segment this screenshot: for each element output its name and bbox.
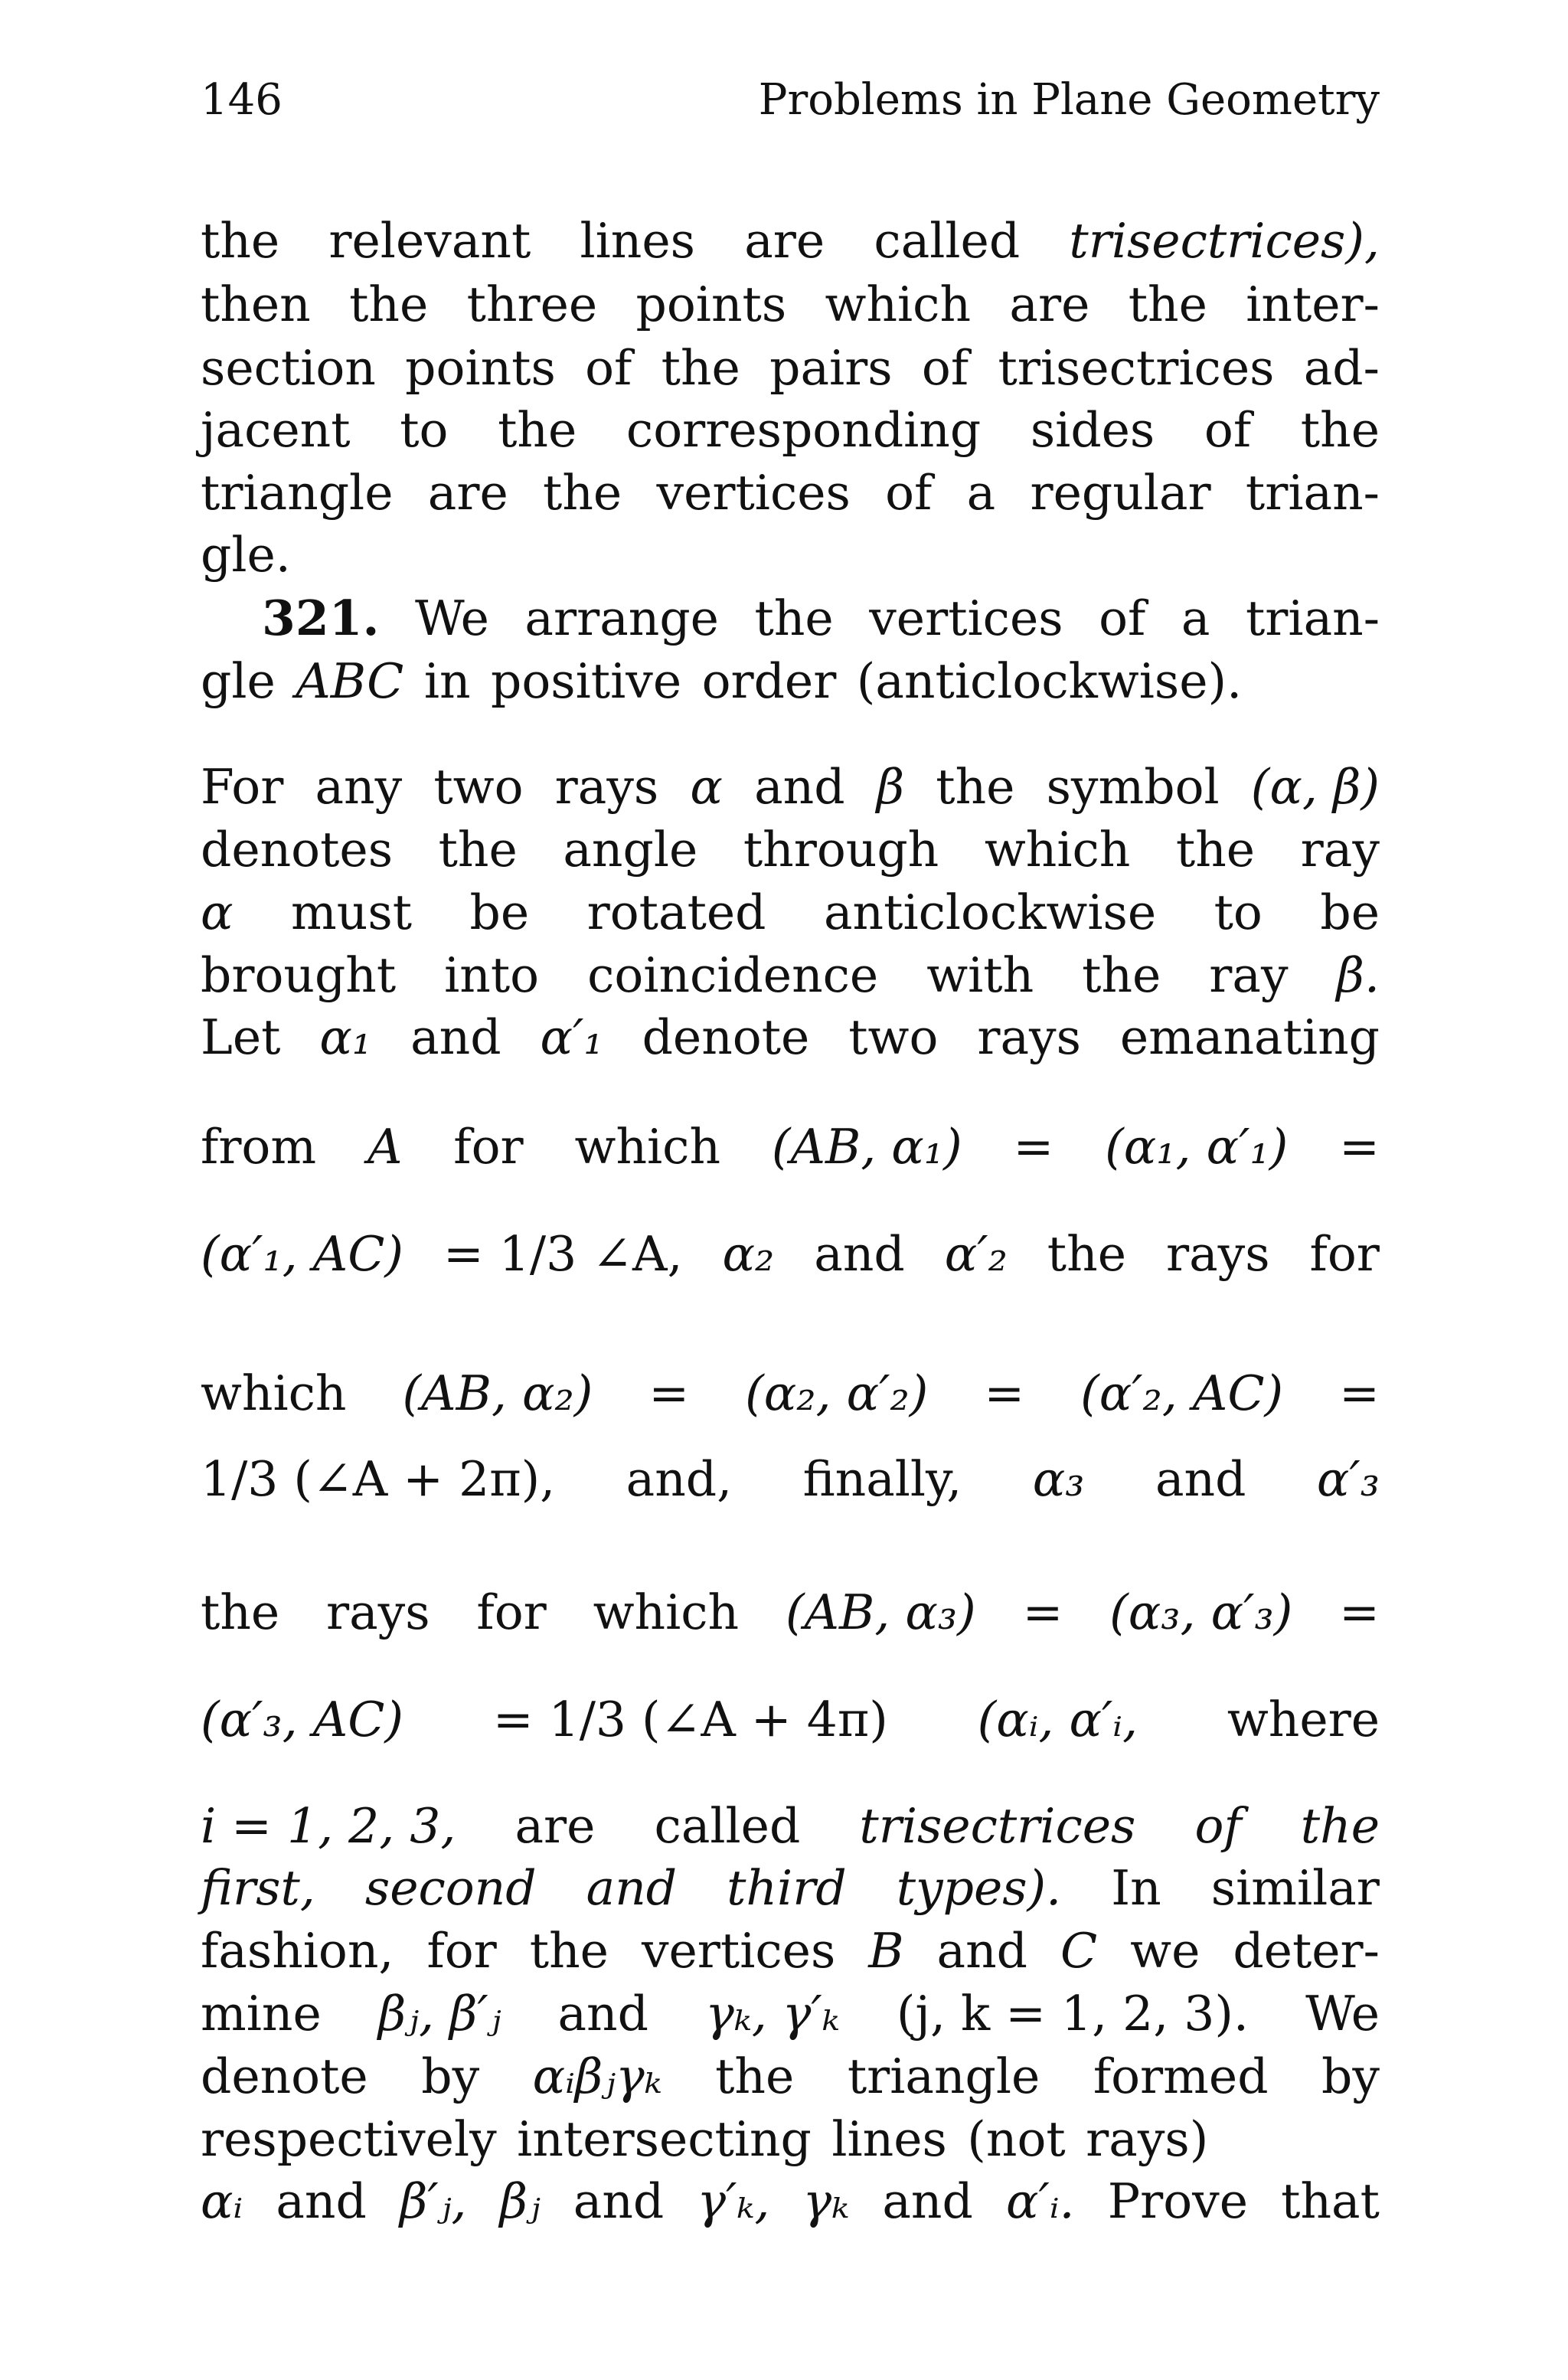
word: In <box>1111 1860 1161 1916</box>
word: γₖ <box>802 2173 850 2229</box>
word: the <box>1300 1798 1380 1854</box>
word: a <box>1181 590 1210 646</box>
word: are <box>514 1798 596 1854</box>
word: B <box>868 1923 904 1979</box>
word: which <box>201 1365 347 1421</box>
text-line <box>201 1119 1380 1175</box>
text-line <box>201 1009 1380 1065</box>
word: intersecting <box>517 2111 812 2167</box>
word: vertices <box>641 1923 836 1979</box>
word: 1/3 (∠A + 2π), <box>201 1451 556 1507</box>
text-line <box>201 1692 1380 1747</box>
word: for <box>476 1584 547 1640</box>
text-line <box>201 1923 1380 1979</box>
word: which <box>593 1584 740 1640</box>
word: = <box>1339 1119 1380 1175</box>
word: the <box>349 276 429 332</box>
word: rays <box>977 1009 1081 1065</box>
word: For <box>201 759 284 815</box>
word: which <box>825 276 972 332</box>
word: = <box>1339 1584 1380 1640</box>
word: rays <box>554 759 659 815</box>
word: the <box>1128 276 1207 332</box>
word: brought <box>201 947 397 1003</box>
word: are <box>744 213 825 269</box>
word: α <box>690 759 723 815</box>
word: for <box>453 1119 524 1175</box>
word: arrange <box>524 590 719 646</box>
word: corresponding <box>626 402 982 458</box>
word: are <box>1009 276 1090 332</box>
word: points <box>635 276 787 332</box>
text-line <box>201 340 1380 396</box>
word: jacent <box>201 402 351 458</box>
word: through <box>743 822 939 878</box>
word: inter- <box>1246 276 1380 332</box>
word: ray <box>1209 947 1289 1003</box>
word: (α′₂, AC) <box>1080 1365 1284 1421</box>
word: positive <box>491 653 682 709</box>
word: (AB, α₂) <box>402 1365 593 1421</box>
word: (αᵢ, α′ᵢ, <box>977 1692 1138 1747</box>
word: the <box>1047 1226 1126 1282</box>
text-line <box>201 2111 1380 2167</box>
text-line <box>201 527 1380 583</box>
word: of <box>585 340 632 396</box>
word: the <box>1175 822 1256 878</box>
text-line <box>201 590 1380 646</box>
word: and <box>586 1860 678 1916</box>
word: C <box>1060 1923 1098 1979</box>
word: and, <box>626 1451 733 1507</box>
word: We <box>1305 1986 1380 2042</box>
word: ad- <box>1303 340 1380 396</box>
word: pairs <box>769 340 893 396</box>
word: by <box>421 2048 480 2104</box>
word: (α₂, α′₂) <box>745 1365 929 1421</box>
word: points <box>405 340 556 396</box>
word: in <box>423 653 471 709</box>
word: and <box>1155 1451 1246 1507</box>
word: finally, <box>802 1451 962 1507</box>
word: order <box>701 653 837 709</box>
word: we <box>1130 1923 1200 1979</box>
word: to <box>400 402 449 458</box>
word: respectively <box>201 2111 497 2167</box>
word: = <box>984 1365 1025 1421</box>
word: mine <box>201 1986 322 2042</box>
word: and <box>882 2173 973 2229</box>
word: A <box>367 1119 403 1175</box>
word: and <box>557 1986 648 2042</box>
word: denotes <box>201 822 394 878</box>
word: 321. <box>262 590 380 646</box>
word: the <box>498 402 577 458</box>
text-line <box>201 1451 1380 1507</box>
word: first, <box>201 1860 315 1916</box>
word: α′₁ <box>540 1009 603 1065</box>
text-line <box>201 822 1380 878</box>
word: the <box>543 465 622 521</box>
word: with <box>926 947 1034 1003</box>
word: two <box>433 759 524 815</box>
word: gle <box>201 653 276 709</box>
word: and <box>936 1923 1027 1979</box>
word: second <box>364 1860 537 1916</box>
word: (α′₁, AC) <box>201 1226 404 1282</box>
word: α₂ <box>722 1226 775 1282</box>
word: i = 1, 2, 3, <box>201 1798 456 1854</box>
word: triangle <box>847 2048 1040 2104</box>
word: deter- <box>1233 1923 1380 1979</box>
word: similar <box>1210 1860 1380 1916</box>
word: and <box>410 1009 501 1065</box>
word: sides <box>1030 402 1155 458</box>
word: the <box>936 759 1015 815</box>
word: = 1/3 ∠A, <box>443 1226 683 1282</box>
word: (anticlockwise). <box>856 653 1243 709</box>
word: coincidence <box>587 947 879 1003</box>
word: α <box>201 884 234 940</box>
word: (not <box>967 2111 1066 2167</box>
running-title: Problems in Plane Geometry <box>758 75 1380 125</box>
text-line <box>201 884 1380 940</box>
word: the <box>529 1923 609 1979</box>
word: the <box>201 1584 280 1640</box>
word: Prove <box>1107 2173 1248 2229</box>
word: gle. <box>201 527 291 583</box>
word: and <box>754 759 845 815</box>
word: αᵢβⱼγₖ <box>532 2048 662 2104</box>
word: rays <box>326 1584 430 1640</box>
word: be <box>469 884 530 940</box>
word: trian- <box>1245 465 1380 521</box>
text-line <box>201 1584 1380 1640</box>
word: and <box>573 2173 665 2229</box>
text-line <box>201 465 1380 521</box>
word: three <box>466 276 598 332</box>
word: trisectrices <box>859 1798 1136 1854</box>
word: trisectrices <box>998 340 1275 396</box>
word: the <box>438 822 518 878</box>
page-header <box>201 75 1380 136</box>
word: that <box>1281 2173 1380 2229</box>
word: the <box>715 2048 795 2104</box>
word: for <box>426 1923 497 1979</box>
word: (α′₃, AC) <box>201 1692 404 1747</box>
word: which <box>984 822 1131 878</box>
word: Let <box>201 1009 281 1065</box>
word: regular <box>1030 465 1211 521</box>
word: must <box>291 884 413 940</box>
text-line <box>201 1798 1380 1854</box>
word: any <box>315 759 403 815</box>
text-line <box>201 1365 1380 1421</box>
word: = <box>648 1365 690 1421</box>
word: third <box>727 1860 847 1916</box>
word: β <box>876 759 905 815</box>
word: then <box>201 276 311 332</box>
word: be <box>1320 884 1380 940</box>
word: ray <box>1300 822 1380 878</box>
word: of <box>1204 402 1252 458</box>
word: called <box>654 1798 801 1854</box>
word: the <box>661 340 740 396</box>
word: of <box>1099 590 1146 646</box>
word: β′ⱼ, <box>400 2173 467 2229</box>
word: rays <box>1165 1226 1270 1282</box>
word: are <box>427 465 508 521</box>
word: emanating <box>1119 1009 1380 1065</box>
word: by <box>1321 2048 1380 2104</box>
word: where <box>1227 1692 1380 1747</box>
word: We <box>414 590 489 646</box>
word: denote <box>201 2048 368 2104</box>
word: a <box>966 465 996 521</box>
word: rays) <box>1086 2111 1209 2167</box>
word: α₁ <box>319 1009 372 1065</box>
text-line <box>201 276 1380 332</box>
text-line <box>201 653 1380 709</box>
word: the <box>1082 947 1161 1003</box>
word: called <box>874 213 1021 269</box>
word: from <box>201 1119 317 1175</box>
word: fashion, <box>201 1923 394 1979</box>
word: rotated <box>586 884 766 940</box>
word: types). <box>896 1860 1062 1916</box>
word: α′ᵢ. <box>1005 2173 1075 2229</box>
word: section <box>201 340 376 396</box>
word: symbol <box>1046 759 1220 815</box>
word: angle <box>563 822 698 878</box>
word: the <box>201 213 280 269</box>
text-line <box>201 947 1380 1003</box>
word: (AB, α₁) <box>771 1119 962 1175</box>
word: the <box>754 590 834 646</box>
text-line <box>201 1860 1380 1916</box>
word: relevant <box>328 213 531 269</box>
word: triangle <box>201 465 394 521</box>
word: α′₃ <box>1316 1451 1380 1507</box>
text-line <box>201 213 1380 269</box>
word: trisectrices), <box>1069 213 1380 269</box>
word: β. <box>1336 947 1380 1003</box>
word: formed <box>1093 2048 1269 2104</box>
word: to <box>1214 884 1263 940</box>
text-line <box>201 402 1380 458</box>
page-number: 146 <box>201 75 283 125</box>
word: (AB, α₃) <box>785 1584 976 1640</box>
word: into <box>444 947 540 1003</box>
word: lines <box>580 213 695 269</box>
word: vertices <box>869 590 1063 646</box>
word: which <box>574 1119 721 1175</box>
word: (α₃, α′₃) <box>1109 1584 1293 1640</box>
word: (α, β) <box>1250 759 1380 815</box>
word: vertices <box>656 465 851 521</box>
word: lines <box>831 2111 947 2167</box>
word: = <box>1022 1584 1063 1640</box>
word: for <box>1309 1226 1380 1282</box>
text-line <box>201 759 1380 815</box>
word: of <box>1194 1798 1242 1854</box>
word: of <box>885 465 933 521</box>
text-line <box>201 1986 1380 2042</box>
text-line <box>201 2173 1380 2229</box>
text-line <box>201 2048 1380 2104</box>
text-line <box>201 1226 1380 1282</box>
word: = 1/3 (∠A + 4π) <box>492 1692 888 1747</box>
word: αᵢ <box>201 2173 243 2229</box>
word: βⱼ, β′ⱼ <box>377 1986 501 2042</box>
word: the <box>1300 402 1380 458</box>
word: βⱼ <box>499 2173 541 2229</box>
word: of <box>921 340 969 396</box>
word: denote <box>642 1009 810 1065</box>
word: ABC <box>296 653 404 709</box>
word: α′₂ <box>944 1226 1008 1282</box>
word: trian- <box>1245 590 1380 646</box>
word: two <box>848 1009 939 1065</box>
word: (j, k = 1, 2, 3). <box>896 1986 1249 2042</box>
word: and <box>814 1226 905 1282</box>
word: and <box>276 2173 367 2229</box>
word: γₖ, γ′ₖ <box>705 1986 840 2042</box>
word: α₃ <box>1032 1451 1085 1507</box>
word: = <box>1013 1119 1054 1175</box>
word: γ′ₖ, <box>697 2173 770 2229</box>
word: = <box>1339 1365 1380 1421</box>
word: (α₁, α′₁) <box>1105 1119 1289 1175</box>
word: anticlockwise <box>824 884 1157 940</box>
